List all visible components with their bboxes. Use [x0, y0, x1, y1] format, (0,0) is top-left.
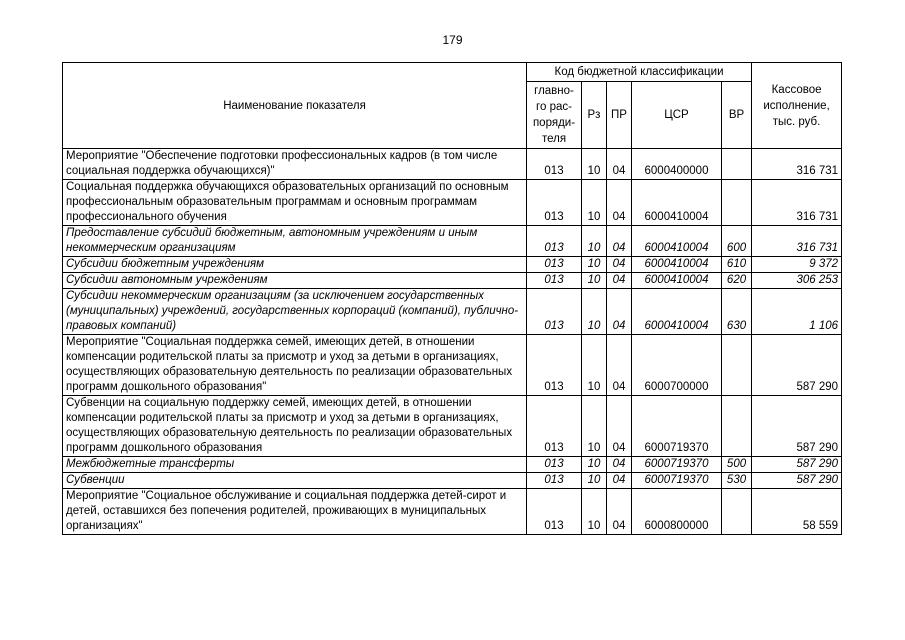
cell-grbs: 013: [527, 257, 582, 273]
header-vr: ВР: [722, 82, 752, 149]
cell-grbs: 013: [527, 149, 582, 180]
cell-vr: [722, 149, 752, 180]
table-body: [63, 149, 842, 535]
cell-amount: 58 559: [752, 489, 842, 535]
cell-name: Субвенции на социальную поддержку семей, имеющих детей, в отношении компенсации родительской платы за присмотр и уход за детьми в организациях, осуществляющих образовательную деятельность по реализации образовательных программ дошкольного образования: [63, 396, 527, 457]
cell-csr: 6000410004: [632, 289, 722, 335]
cell-pr: 04: [607, 273, 632, 289]
cell-grbs: 013: [527, 396, 582, 457]
cell-pr: 04: [607, 396, 632, 457]
cell-amount: 587 290: [752, 457, 842, 473]
table-row: [63, 489, 842, 535]
page-number: 179: [442, 33, 463, 47]
cell-rz: 10: [582, 457, 607, 473]
cell-grbs: 013: [527, 457, 582, 473]
table-row: [63, 473, 842, 489]
cell-name: Субвенции: [63, 473, 527, 489]
cell-csr: 6000410004: [632, 226, 722, 257]
cell-name: Мероприятие "Обеспечение подготовки профессиональных кадров (в том числе социальная поддержка обучающихся)": [63, 149, 527, 180]
cell-vr: 530: [722, 473, 752, 489]
table-row: [63, 273, 842, 289]
cell-amount: 587 290: [752, 473, 842, 489]
header-name: Наименование показателя: [63, 63, 527, 149]
cell-grbs: 013: [527, 226, 582, 257]
cell-pr: 04: [607, 457, 632, 473]
header-rz: Рз: [582, 82, 607, 149]
cell-csr: 6000410004: [632, 180, 722, 226]
cell-csr: 6000800000: [632, 489, 722, 535]
cell-pr: 04: [607, 149, 632, 180]
cell-grbs: 013: [527, 273, 582, 289]
cell-amount: 587 290: [752, 335, 842, 396]
table-row: [63, 457, 842, 473]
cell-rz: 10: [582, 289, 607, 335]
cell-grbs: 013: [527, 180, 582, 226]
cell-csr: 6000410004: [632, 273, 722, 289]
cell-rz: 10: [582, 149, 607, 180]
cell-csr: 6000400000: [632, 149, 722, 180]
cell-rz: 10: [582, 226, 607, 257]
cell-csr: 6000719370: [632, 457, 722, 473]
table-row: [63, 226, 842, 257]
table-row: [63, 289, 842, 335]
cell-name: Субсидии некоммерческим организациям (за исключением государственных (муниципальных) учреждений, государственных корпораций (компаний), публично-правовых компаний): [63, 289, 527, 335]
cell-vr: [722, 180, 752, 226]
cell-vr: 620: [722, 273, 752, 289]
cell-amount: 9 372: [752, 257, 842, 273]
cell-name: Социальная поддержка обучающихся образовательных организаций по основным профессиональным образовательным программам и основным программам профессионального обучения: [63, 180, 527, 226]
cell-vr: [722, 489, 752, 535]
cell-name: Субсидии автономным учреждениям: [63, 273, 527, 289]
cell-csr: 6000410004: [632, 257, 722, 273]
cell-amount: 316 731: [752, 226, 842, 257]
header-csr: ЦСР: [632, 82, 722, 149]
cell-name: Мероприятие "Социальное обслуживание и социальная поддержка детей-сирот и детей, оставшихся без попечения родителей, проживающих в муниципальных организациях": [63, 489, 527, 535]
cell-pr: 04: [607, 335, 632, 396]
cell-amount: 306 253: [752, 273, 842, 289]
cell-vr: 630: [722, 289, 752, 335]
cell-amount: 316 731: [752, 149, 842, 180]
cell-rz: 10: [582, 257, 607, 273]
cell-grbs: 013: [527, 335, 582, 396]
table-row: [63, 257, 842, 273]
cell-rz: 10: [582, 335, 607, 396]
cell-pr: 04: [607, 257, 632, 273]
cell-amount: 1 106: [752, 289, 842, 335]
table-row: [63, 149, 842, 180]
cell-grbs: 013: [527, 489, 582, 535]
cell-amount: 316 731: [752, 180, 842, 226]
cell-rz: 10: [582, 473, 607, 489]
cell-pr: 04: [607, 489, 632, 535]
cell-rz: 10: [582, 489, 607, 535]
cell-grbs: 013: [527, 289, 582, 335]
cell-csr: 6000719370: [632, 473, 722, 489]
cell-name: Мероприятие "Социальная поддержка семей, имеющих детей, в отношении компенсации родительской платы за присмотр и уход за детьми в организациях, осуществляющих образовательную деятельность по реализации образовательных программ дошкольного образования": [63, 335, 527, 396]
cell-vr: 500: [722, 457, 752, 473]
cell-vr: 600: [722, 226, 752, 257]
cell-name: Предоставление субсидий бюджетным, автономным учреждениям и иным некоммерческим организациям: [63, 226, 527, 257]
table-row: [63, 335, 842, 396]
cell-name: Субсидии бюджетным учреждениям: [63, 257, 527, 273]
cell-vr: [722, 396, 752, 457]
cell-pr: 04: [607, 226, 632, 257]
cell-rz: 10: [582, 180, 607, 226]
cell-pr: 04: [607, 289, 632, 335]
budget-table: [62, 62, 842, 535]
cell-rz: 10: [582, 273, 607, 289]
cell-pr: 04: [607, 180, 632, 226]
header-cash: Кассовое исполнение, тыс. руб.: [752, 63, 842, 149]
table-row: [63, 180, 842, 226]
cell-vr: 610: [722, 257, 752, 273]
header-pr: ПР: [607, 82, 632, 149]
cell-vr: [722, 335, 752, 396]
table-row: [63, 396, 842, 457]
cell-csr: 6000719370: [632, 396, 722, 457]
header-grbs: главно-го рас-поряди-теля: [527, 82, 582, 149]
header-budget-code: Код бюджетной классификации: [527, 63, 752, 82]
cell-pr: 04: [607, 473, 632, 489]
cell-name: Межбюджетные трансферты: [63, 457, 527, 473]
cell-rz: 10: [582, 396, 607, 457]
cell-amount: 587 290: [752, 396, 842, 457]
cell-csr: 6000700000: [632, 335, 722, 396]
cell-grbs: 013: [527, 473, 582, 489]
